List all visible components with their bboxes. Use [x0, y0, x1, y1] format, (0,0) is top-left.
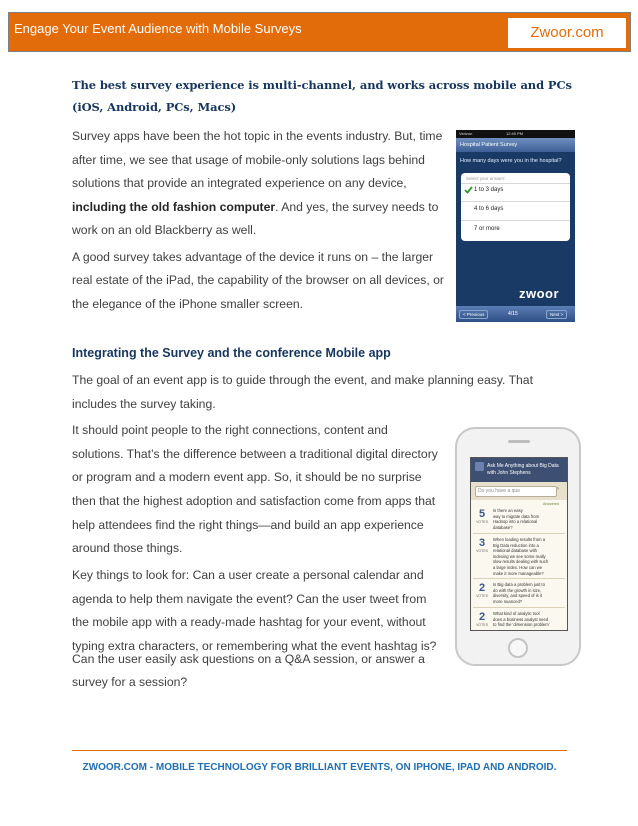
row-divider [473, 533, 565, 534]
question-item[interactable] [493, 582, 545, 604]
question-text: When loading results from a [493, 537, 546, 542]
question-text: Is there an easy [493, 508, 523, 513]
vote-count[interactable] [475, 582, 489, 598]
survey-question: How many days were you in the hospital? [460, 158, 562, 164]
time-label: 12:40 PM [506, 131, 524, 136]
section2-heading: Integrating the Survey and the conference Mobile app [72, 346, 391, 360]
question-text: way to migrate data from [493, 513, 540, 519]
question-item[interactable] [493, 611, 550, 628]
paragraph-line: or program and a modern event app. So, it should be no surprise [72, 470, 422, 484]
header-title: Engage Your Event Audience with Mobile Surveys [14, 21, 302, 36]
bold-phrase: including the old fashion computer [72, 200, 276, 214]
answered-badge: Answered [543, 502, 559, 506]
option-divider [461, 220, 570, 221]
question-text: diversity, and speed of is it [493, 593, 543, 599]
section1-heading-sub: (iOS, Android, PCs, Macs) [72, 100, 237, 114]
survey-footer-bar [456, 306, 575, 322]
vote-label: VOTES [476, 520, 488, 524]
session-title: Ask Me Anything about Big Data [487, 463, 559, 469]
paragraph-line: then that the highest adoption and satisfaction come from apps that [72, 494, 436, 508]
paragraph-line: the elegance of the iPhone smaller screen. [72, 297, 304, 311]
paragraph-line: solutions. That’s the difference between a traditional digital directory [72, 447, 438, 461]
status-bar [456, 130, 575, 138]
question-text: to find the 'dimension problem' [493, 622, 550, 628]
paragraph-line: the mobile app with a ready-made hashtag for your event, without [72, 615, 426, 629]
paragraph-line: The goal of an event app is to guide through the event, and make planning easy. That [72, 373, 533, 387]
question-text: a large index. How can we [493, 564, 543, 570]
question-input[interactable] [475, 486, 557, 497]
add-question-icon[interactable]: › [557, 486, 559, 492]
question-text: Is Big data a problem just to [493, 582, 545, 587]
check-icon [464, 186, 473, 194]
survey-options [461, 173, 570, 241]
session-avatar-icon [475, 462, 484, 471]
qa-session-header [471, 458, 567, 482]
paragraph-line: typing extra characters, or remembering what the event hashtag is? [72, 639, 437, 653]
paragraph-line: It should point people to the right connections, content and [72, 423, 388, 437]
page-indicator: 4/15 [508, 311, 518, 317]
question-text: Hadoop into a relational [493, 519, 538, 525]
question-input-area [471, 482, 567, 500]
qa-phone-screen [470, 457, 568, 631]
option-divider [461, 201, 570, 202]
vote-number: 3 [478, 537, 486, 549]
question-item[interactable] [493, 508, 539, 530]
zwoor-logo: zwoor [519, 286, 560, 301]
carrier-label: Verizon [459, 131, 473, 136]
survey-nav-bar [456, 138, 575, 152]
vote-number: 2 [478, 611, 486, 623]
question-text: database? [493, 524, 513, 530]
paragraph-line: Key things to look for: Can a user create a personal calendar and [72, 568, 424, 582]
paragraph-line-bold [72, 200, 438, 214]
vote-label: VOTES [476, 594, 488, 598]
survey-option-3[interactable]: 7 or more [474, 226, 500, 232]
question-text: Big Data reduction into a [493, 542, 539, 548]
paragraph-line: survey for a session? [72, 675, 188, 689]
question-text: slow results dealing with such [493, 559, 549, 565]
question-text: What kind of analytic tool [493, 611, 540, 616]
vote-number: 2 [478, 582, 486, 594]
paragraph-line: work on an old Blackberry as well. [72, 223, 257, 237]
header-brand: Zwoor.com [530, 24, 604, 41]
paragraph-line: after time, we see that usage of mobile-only solutions lags behind [72, 153, 425, 167]
question-text: does a business analyst need [493, 616, 549, 622]
paragraph-line: includes the survey taking. [72, 397, 216, 411]
vote-count[interactable] [475, 508, 489, 524]
vote-count[interactable] [475, 611, 489, 627]
paragraph-line: around those things. [72, 541, 183, 555]
paragraph-line: real estate of the iPad, the capability of the browser on all devices, or [72, 273, 444, 287]
previous-button[interactable]: < Previous [459, 310, 488, 319]
home-button[interactable] [508, 638, 528, 658]
vote-count[interactable] [475, 537, 489, 553]
survey-option-2[interactable]: 4 to 6 days [474, 206, 504, 212]
vote-label: VOTES [476, 549, 488, 553]
paragraph-line: agenda to help them navigate the event? Can the user tweet from [72, 592, 427, 606]
question-input-placeholder: Do you have a que [478, 488, 520, 494]
paragraph-line: Can the user easily ask questions on a Q&A session, or answer a [72, 652, 425, 666]
phone-speaker [508, 440, 530, 443]
paragraph-line: solutions that provide an integrated experience on any device, [72, 176, 407, 190]
question-text: indexing we see some really [493, 553, 546, 559]
survey-phone-screenshot [456, 130, 575, 322]
vote-label: VOTES [476, 623, 488, 627]
footer-divider [72, 750, 567, 751]
question-text: make it more manageable? [493, 570, 544, 576]
next-button[interactable]: Next > [546, 310, 567, 319]
row-divider [473, 607, 565, 608]
option-divider [461, 183, 570, 184]
paragraph-line-rest: . And yes, the survey needs to [275, 200, 439, 214]
session-speaker: with John Stephens [487, 470, 531, 476]
question-text: do with the growth in size, [493, 587, 542, 593]
section1-heading: The best survey experience is multi-channel, and works across mobile and PCs [72, 78, 572, 92]
paragraph-line: help attendees find the right things—and build an app experience [72, 518, 424, 532]
survey-title: Hospital Patient Survey [460, 142, 518, 148]
paragraph-line: Survey apps have been the hot topic in the events industry. But, time [72, 129, 443, 143]
paragraph-line: A good survey takes advantage of the device it runs on – the larger [72, 250, 434, 264]
question-item[interactable] [493, 537, 548, 576]
row-divider [473, 578, 565, 579]
select-hint: Select your answer: [466, 176, 506, 181]
footer-text: ZWOOR.COM - MOBILE TECHNOLOGY FOR BRILLIANT EVENTS, ON IPHONE, IPAD AND ANDROID. [82, 762, 557, 773]
survey-option-1[interactable]: 1 to 3 days [474, 187, 504, 193]
question-text: relational database with [493, 548, 537, 554]
question-text: more nuanced? [493, 598, 523, 604]
vote-number: 5 [478, 508, 486, 520]
